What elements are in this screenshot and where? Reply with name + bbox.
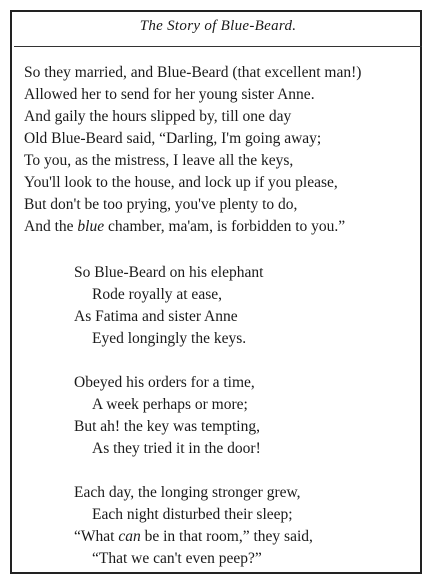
poem-line: You'll look to the house, and lock up if you please, (24, 174, 338, 191)
intro-paragraph (24, 62, 419, 238)
poem-line: Obeyed his orders for a time, (74, 374, 255, 391)
poem-line: Allowed her to send for her young sister Anne. (24, 86, 315, 103)
poem-line: As Fatima and sister Anne (74, 308, 238, 325)
stanza-3 (74, 482, 313, 570)
emphasized-word: blue (77, 218, 105, 235)
poem-line: Each night disturbed their sleep; (92, 506, 293, 523)
stanza-2 (74, 372, 313, 460)
poem-line: So Blue-Beard on his elephant (74, 264, 264, 281)
poem-line: Each day, the longing stronger grew, (74, 484, 301, 501)
poem-line (24, 216, 419, 238)
poem-line: As they tried it in the door! (92, 440, 261, 457)
poem-line: So they married, and Blue-Beard (that excellent man!) (24, 64, 362, 81)
poem-line: “That we can't even peep?” (92, 550, 262, 567)
stanza-1 (74, 262, 313, 350)
poem-line: But ah! the key was tempting, (74, 418, 260, 435)
poem-line: And gaily the hours slipped by, till one day (24, 108, 292, 125)
line-text: “What (74, 528, 119, 545)
line-text: And the (24, 218, 78, 235)
line-text: be in that room,” they said, (140, 528, 313, 545)
title-divider (14, 46, 422, 47)
poem-line: Old Blue-Beard said, “Darling, I'm going away; (24, 130, 322, 147)
poem-line: Rode royally at ease, (92, 286, 222, 303)
line-text: chamber, ma'am, is forbidden to you.” (104, 218, 346, 235)
page-title: The Story of Blue-Beard. (139, 18, 297, 34)
verses (74, 262, 313, 570)
poem-line: But don't be too prying, you've plenty to do, (24, 196, 298, 213)
emphasized-word: can (118, 528, 141, 545)
poem-line: A week perhaps or more; (92, 396, 248, 413)
poem-line: Eyed longingly the keys. (92, 330, 247, 347)
poem-line: To you, as the mistress, I leave all the keys, (24, 152, 294, 169)
poem-line (74, 526, 313, 548)
